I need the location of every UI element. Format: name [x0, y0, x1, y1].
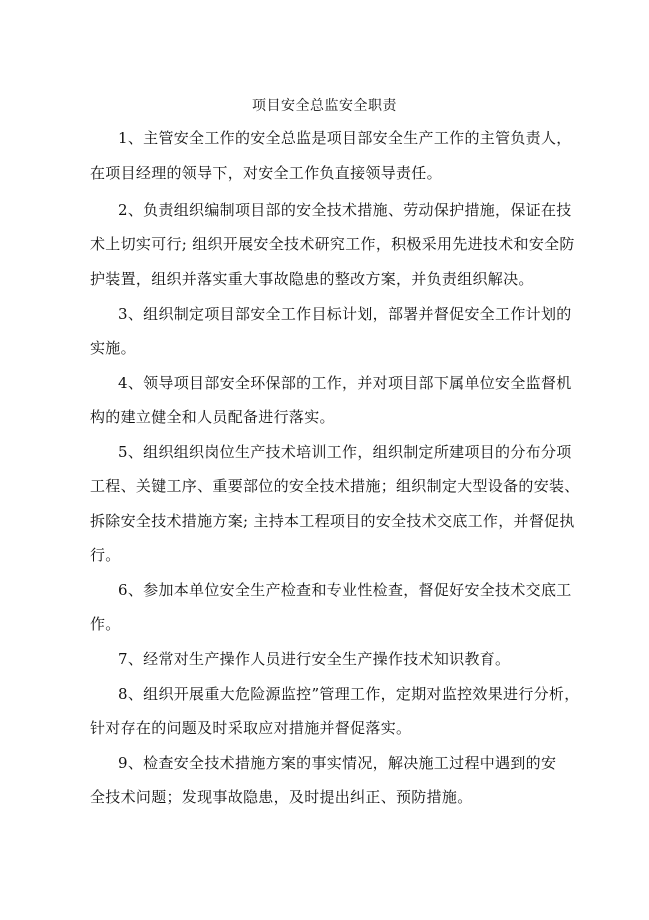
- item-8-line-2: 针对存在的问题及时采取应对措施并督促落实。: [90, 719, 412, 737]
- item-3-line-2: 实施。: [90, 339, 136, 357]
- item-1-line-2: 在项目经理的领导下，对安全工作负直接领导责任。: [90, 164, 442, 182]
- item-5-line-3: 拆除安全技术措施方案; 主持本工程项目的安全技术交底工作，并督促执: [90, 512, 575, 530]
- item-3-line-1: 3、组织制定项目部安全工作目标计划，部署并督促安全工作计划的: [118, 305, 572, 323]
- document-title: 项目安全总监安全职责: [252, 98, 397, 114]
- item-4-line-2: 构的建立健全和人员配备进行落实。: [90, 408, 335, 426]
- item-4-line-1: 4、领导项目部安全环保部的工作，并对项目部下属单位安全监督机: [118, 374, 572, 392]
- item-2-line-3: 护装置，组织并落实重大事故隐患的整改方案，并负责组织解决。: [90, 270, 534, 288]
- item-5-line-1: 5、组织组织岗位生产技术培训工作，组织制定所建项目的分布分项: [118, 443, 572, 461]
- item-5-line-2: 工程、关键工序、重要部位的安全技术措施；组织制定大型设备的安装、: [90, 477, 580, 495]
- item-6-line-2: 作。: [90, 615, 121, 633]
- item-8-line-1: 8、组织开展重大危险源监控”管理工作，定期对监控效果进行分析，: [118, 685, 580, 703]
- item-5-line-4: 行。: [90, 546, 121, 564]
- item-2-line-2: 术上切实可行; 组织开展安全技术研究工作，积极采用先进技术和安全防: [90, 235, 575, 253]
- item-1-line-1: 1、主管安全工作的安全总监是项目部安全生产工作的主管负责人，: [118, 129, 572, 147]
- item-7-line-1: 7、经常对生产操作人员进行安全生产操作技术知识教育。: [118, 650, 511, 668]
- item-2-line-1: 2、负责组织编制项目部的安全技术措施、劳动保护措施，保证在技: [118, 201, 572, 219]
- item-9-line-1: 9、检查安全技术措施方案的事实情况，解决施工过程中遇到的安: [118, 754, 557, 772]
- item-6-line-1: 6、参加本单位安全生产检查和专业性检查，督促好安全技术交底工: [118, 581, 572, 599]
- item-9-line-2: 全技术问题；发现事故隐患，及时提出纠正、预防措施。: [90, 788, 473, 806]
